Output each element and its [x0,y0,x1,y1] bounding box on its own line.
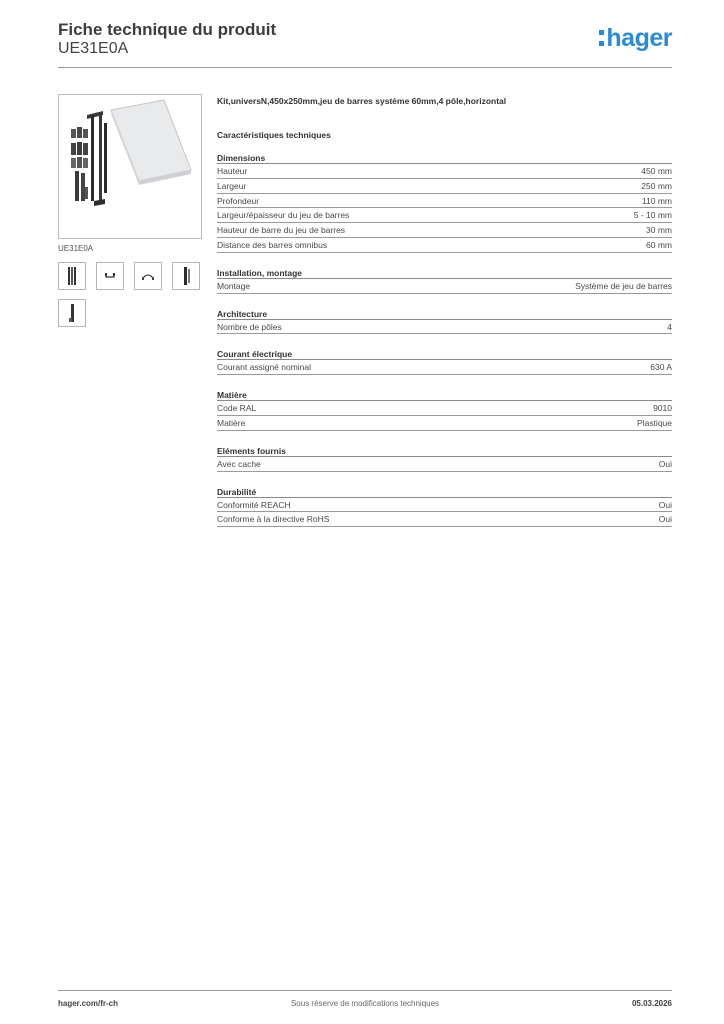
spec-row [217,194,672,209]
spec-row [217,238,672,253]
spec-label: Largeur/épaisseur du jeu de barres [217,210,350,221]
spec-label: Conforme à la directive RoHS [217,514,330,525]
spec-group [217,267,672,294]
spec-value: Système de jeu de barres [575,280,672,291]
spec-row [217,223,672,238]
spec-label: Largeur [217,180,247,191]
product-description: Kit,universN,450x250mm,jeu de barres système 60mm,4 pôle,horizontal [217,96,507,106]
spec-label: Nombre de pôles [217,321,282,332]
spec-value: Oui [658,499,672,510]
spec-group-title: Architecture [217,308,672,320]
spec-value: 60 mm [646,239,672,250]
spec-group-title: Matière [217,389,672,401]
footer-notice: Sous réserve de modifications techniques [290,999,440,1008]
spec-label: Hauteur [217,166,248,176]
spec-row [217,512,672,527]
spec-group [217,152,672,253]
technical-characteristics-heading: Caractéristiques techniques [217,130,331,140]
spec-row [217,320,672,335]
thumbnail-busbar-side[interactable] [172,262,200,290]
spec-group-title: Courant électrique [217,348,672,360]
spec-row [217,208,672,223]
spec-value: 250 mm [641,180,672,191]
spec-group [217,445,672,472]
thumbnail-connector[interactable] [96,262,124,290]
spec-row [217,179,672,194]
spec-value: 110 mm [641,195,672,206]
spec-row [217,498,672,513]
page-header [58,20,672,70]
spec-label: Conformité REACH [217,499,291,510]
spec-group [217,308,672,335]
footer-website-link[interactable]: hager.com/fr-ch [58,999,119,1008]
spec-group [217,389,672,431]
logo-dots-icon [599,30,604,46]
spec-value: 4 [667,321,672,332]
image-caption: UE31E0A [58,244,94,253]
spec-value: Oui [658,514,672,525]
spec-group-title: Durabilité [217,486,672,498]
spec-label: Avec cache [217,458,261,469]
spec-value: 9010 [653,403,672,414]
brand-logo [599,24,672,52]
product-reference: UE31E0A [58,40,129,57]
spec-group-title: Installation, montage [217,267,672,279]
spec-groups [217,152,672,527]
footer-divider [58,990,672,991]
spec-label: Courant assigné nominal [217,362,312,373]
page-title: Fiche technique du produit [58,20,277,39]
spec-value: 630 A [650,362,672,373]
spec-value: 450 mm [641,166,672,176]
header-divider [58,67,672,68]
spec-row [217,164,672,179]
spec-value: Oui [658,458,672,469]
thumbnail-clip[interactable] [134,262,162,290]
spec-label: Profondeur [217,195,260,206]
spec-value: Plastique [637,417,672,428]
spec-group [217,348,672,375]
spec-label: Matière [217,417,246,428]
product-image[interactable] [58,94,202,239]
spec-value: 5 - 10 mm [633,210,672,221]
spec-label: Distance des barres omnibus [217,239,328,250]
spec-group-title: Eléments fournis [217,445,672,457]
spec-row [217,401,672,416]
footer-date: 05.03.2026 [631,999,672,1008]
spec-row [217,360,672,375]
spec-label: Code RAL [217,403,257,414]
spec-label: Montage [217,280,251,291]
logo-text: hager [606,24,672,52]
thumbnail-busbar-detail[interactable] [58,299,86,327]
spec-row [217,279,672,294]
spec-label: Hauteur de barre du jeu de barres [217,225,346,236]
specifications-panel [217,96,672,527]
thumbnail-busbar-front[interactable] [58,262,86,290]
page-footer [58,999,672,1011]
spec-value: 30 mm [646,225,672,236]
spec-row [217,416,672,431]
spec-row [217,457,672,472]
spec-group [217,486,672,528]
spec-group-title: Dimensions [217,152,672,164]
